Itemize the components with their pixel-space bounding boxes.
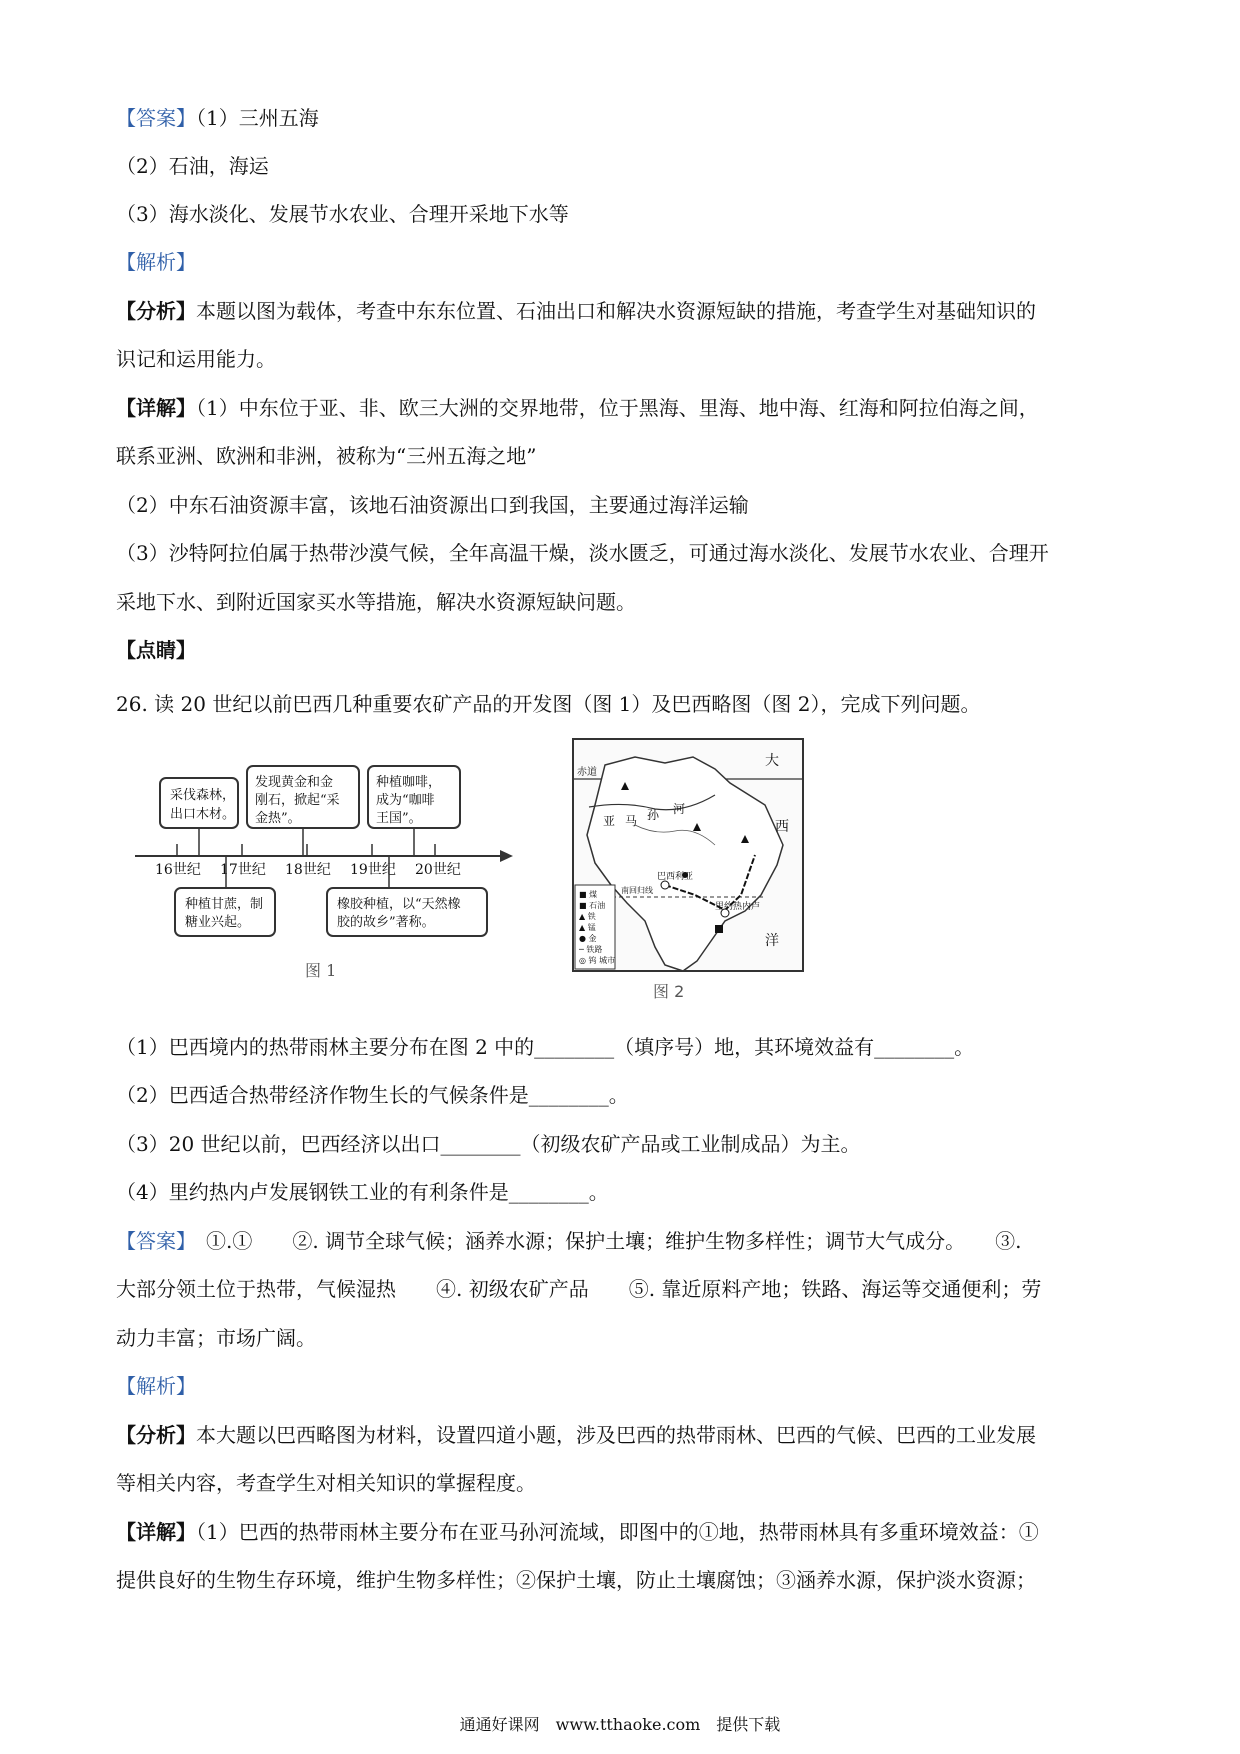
answer-item: （3）海水淡化、发展节水农业、合理开采地下水等 — [116, 202, 569, 226]
fenxi-text: 识记和运用能力。 — [116, 347, 276, 371]
map-label: 西 — [775, 819, 789, 835]
figure-1-caption: 图 1 — [305, 961, 337, 980]
tick-label: 17世纪 — [220, 862, 266, 878]
svg-text:─ 铁路: ─ 铁路 — [579, 945, 603, 954]
map-legend — [575, 885, 615, 969]
map-label: 亚 — [603, 814, 616, 828]
figure-1-timeline — [135, 760, 515, 990]
map-label: 马 — [625, 814, 638, 828]
svg-text:■ 石油: ■ 石油 — [579, 901, 606, 910]
map-label: 巴西利亚 — [657, 872, 694, 882]
answer-text: 大部分领土位于热带，气候湿热 ④. 初级农矿产品 ⑤. 靠近原料产地；铁路、海运等交通便利；劳 — [116, 1277, 1042, 1301]
svg-text:种植咖啡，: 种植咖啡， — [376, 775, 442, 790]
coal-icon — [715, 925, 723, 933]
fenxi-text: 等相关内容，考查学生对相关知识的掌握程度。 — [116, 1471, 536, 1495]
svg-text:糖业兴起。: 糖业兴起。 — [185, 915, 251, 930]
svg-text:金热”。: 金热”。 — [255, 811, 301, 826]
xiangjie-text: （1）巴西的热带雨林主要分布在亚马孙河流域，即图中的①地，热带雨林具有多重环境效益：① — [196, 1520, 1039, 1544]
tick-label: 20世纪 — [415, 862, 461, 878]
svg-text:胶的故乡”著称。: 胶的故乡”著称。 — [337, 915, 435, 930]
map-label: 洋 — [765, 933, 779, 949]
map-label: 河 — [673, 802, 686, 816]
city-icon — [661, 881, 669, 889]
fenxi-text: 本题以图为载体，考查中东东位置、石油出口和解决水资源短缺的措施，考查学生对基础知识的 — [196, 299, 1036, 323]
fenxi-line — [116, 1420, 1036, 1450]
q26-subquestion: （2）巴西适合热带经济作物生长的气候条件是________。 — [116, 1083, 629, 1107]
svg-text:王国”。: 王国”。 — [376, 811, 422, 826]
xiangjie-text: （2）中东石油资源丰富，该地石油资源出口到我国，主要通过海洋运输 — [116, 493, 749, 517]
svg-text:橡胶种植，以“天然橡: 橡胶种植，以“天然橡 — [337, 897, 461, 912]
figure-2-caption: 图 2 — [653, 982, 685, 1001]
map-label: 南回归线 — [621, 886, 653, 895]
svg-text:◎ 钨 城市: ◎ 钨 城市 — [579, 956, 616, 965]
timeline-bottom-box — [327, 888, 487, 936]
box-text-line: 出口木材。 — [170, 807, 236, 822]
tick-label: 19世纪 — [350, 862, 396, 878]
fenxi-line — [116, 296, 1036, 326]
timeline-bottom-box — [175, 888, 275, 936]
xiangjie-text: 采地下水、到附近国家买水等措施，解决水资源短缺问题。 — [116, 590, 636, 614]
xiangjie-text: 提供良好的生物生存环境，维护生物多样性；②保护土壤，防止土壤腐蚀；③涵养水源，保护淡水资源； — [116, 1568, 1036, 1592]
q26-answer-line — [116, 1226, 1021, 1256]
svg-text:成为“咖啡: 成为“咖啡 — [376, 793, 435, 808]
xiangjie-text: （3）沙特阿拉伯属于热带沙漠气候，全年高温干燥，淡水匮乏，可通过海水淡化、发展节水农业、合理开 — [116, 541, 1049, 565]
tick-label: 18世纪 — [285, 862, 331, 878]
answer-label: 【答案】 — [116, 106, 196, 130]
q26-subquestion: （1）巴西境内的热带雨林主要分布在图 2 中的________（填序号）地，其环境效益有________。 — [116, 1035, 975, 1059]
svg-text:■ 煤: ■ 煤 — [579, 890, 598, 899]
q26-title: 26. 读 20 世纪以前巴西几种重要农矿产品的开发图（图 1）及巴西略图（图 2），完成下列问题。 — [116, 692, 981, 716]
xiangjie-line — [116, 1517, 1039, 1547]
answer-text: ①.① ②. 调节全球气候；涵养水源；保护土壤；维护生物多样性；调节大气成分。 ③. — [206, 1229, 1022, 1253]
page-footer: 通通好课网 www.tthaoke.com 提供下载 — [459, 1715, 781, 1734]
timeline-top-box — [247, 766, 359, 828]
svg-text:种植甘蔗，制: 种植甘蔗，制 — [185, 897, 264, 912]
figure-2-brazil-map — [565, 735, 815, 1005]
svg-text:发现黄金和金: 发现黄金和金 — [255, 775, 334, 790]
fenxi-text: 本大题以巴西略图为材料，设置四道小题，涉及巴西的热带雨林、巴西的气候、巴西的工业发展 — [196, 1423, 1036, 1447]
xiangjie-text: （1）中东位于亚、非、欧三大洲的交界地带，位于黑海、里海、地中海、红海和阿拉伯海之间， — [196, 396, 1039, 420]
jiexi-label: 【解析】 — [116, 250, 196, 274]
svg-text:▲ 锰: ▲ 锰 — [579, 923, 596, 932]
map-label: 孙 — [647, 808, 660, 822]
timeline-top-box — [160, 778, 238, 828]
q26-subquestion: （3）20 世纪以前，巴西经济以出口________（初级农矿产品或工业制成品）为主。 — [116, 1132, 861, 1156]
answer-text: 动力丰富；市场广阔。 — [116, 1326, 316, 1350]
arrow-icon — [500, 850, 513, 862]
xiangjie-label: 【详解】 — [116, 1520, 196, 1544]
xiangjie-text: 联系亚洲、欧洲和非洲，被称为“三州五海之地” — [116, 444, 537, 468]
jiexi-label: 【解析】 — [116, 1374, 196, 1398]
answer-1-line — [116, 103, 319, 133]
fenxi-label: 【分析】 — [116, 1423, 196, 1447]
answer-item: （2）石油，海运 — [116, 154, 269, 178]
timeline-top-box — [368, 766, 460, 828]
box-text-line: 采伐森林， — [170, 788, 236, 803]
q26-subquestion: （4）里约热内卢发展钢铁工业的有利条件是________。 — [116, 1180, 609, 1204]
map-label: 里约热内卢 — [715, 902, 761, 912]
map-label: 大 — [765, 753, 779, 769]
svg-text:● 金: ● 金 — [579, 934, 597, 943]
answer-label: 【答案】 — [116, 1229, 186, 1253]
fenxi-label: 【分析】 — [116, 299, 196, 323]
xiangjie-line — [116, 393, 1039, 423]
answer-item: （1）三州五海 — [196, 106, 319, 130]
tick-label: 16世纪 — [155, 862, 201, 878]
map-label: 赤道 — [577, 767, 597, 778]
svg-text:刚石，掀起“采: 刚石，掀起“采 — [255, 793, 340, 808]
svg-text:▲ 铁: ▲ 铁 — [579, 912, 596, 921]
xiangjie-label: 【详解】 — [116, 396, 196, 420]
dianjing-label: 【点睛】 — [116, 638, 196, 662]
